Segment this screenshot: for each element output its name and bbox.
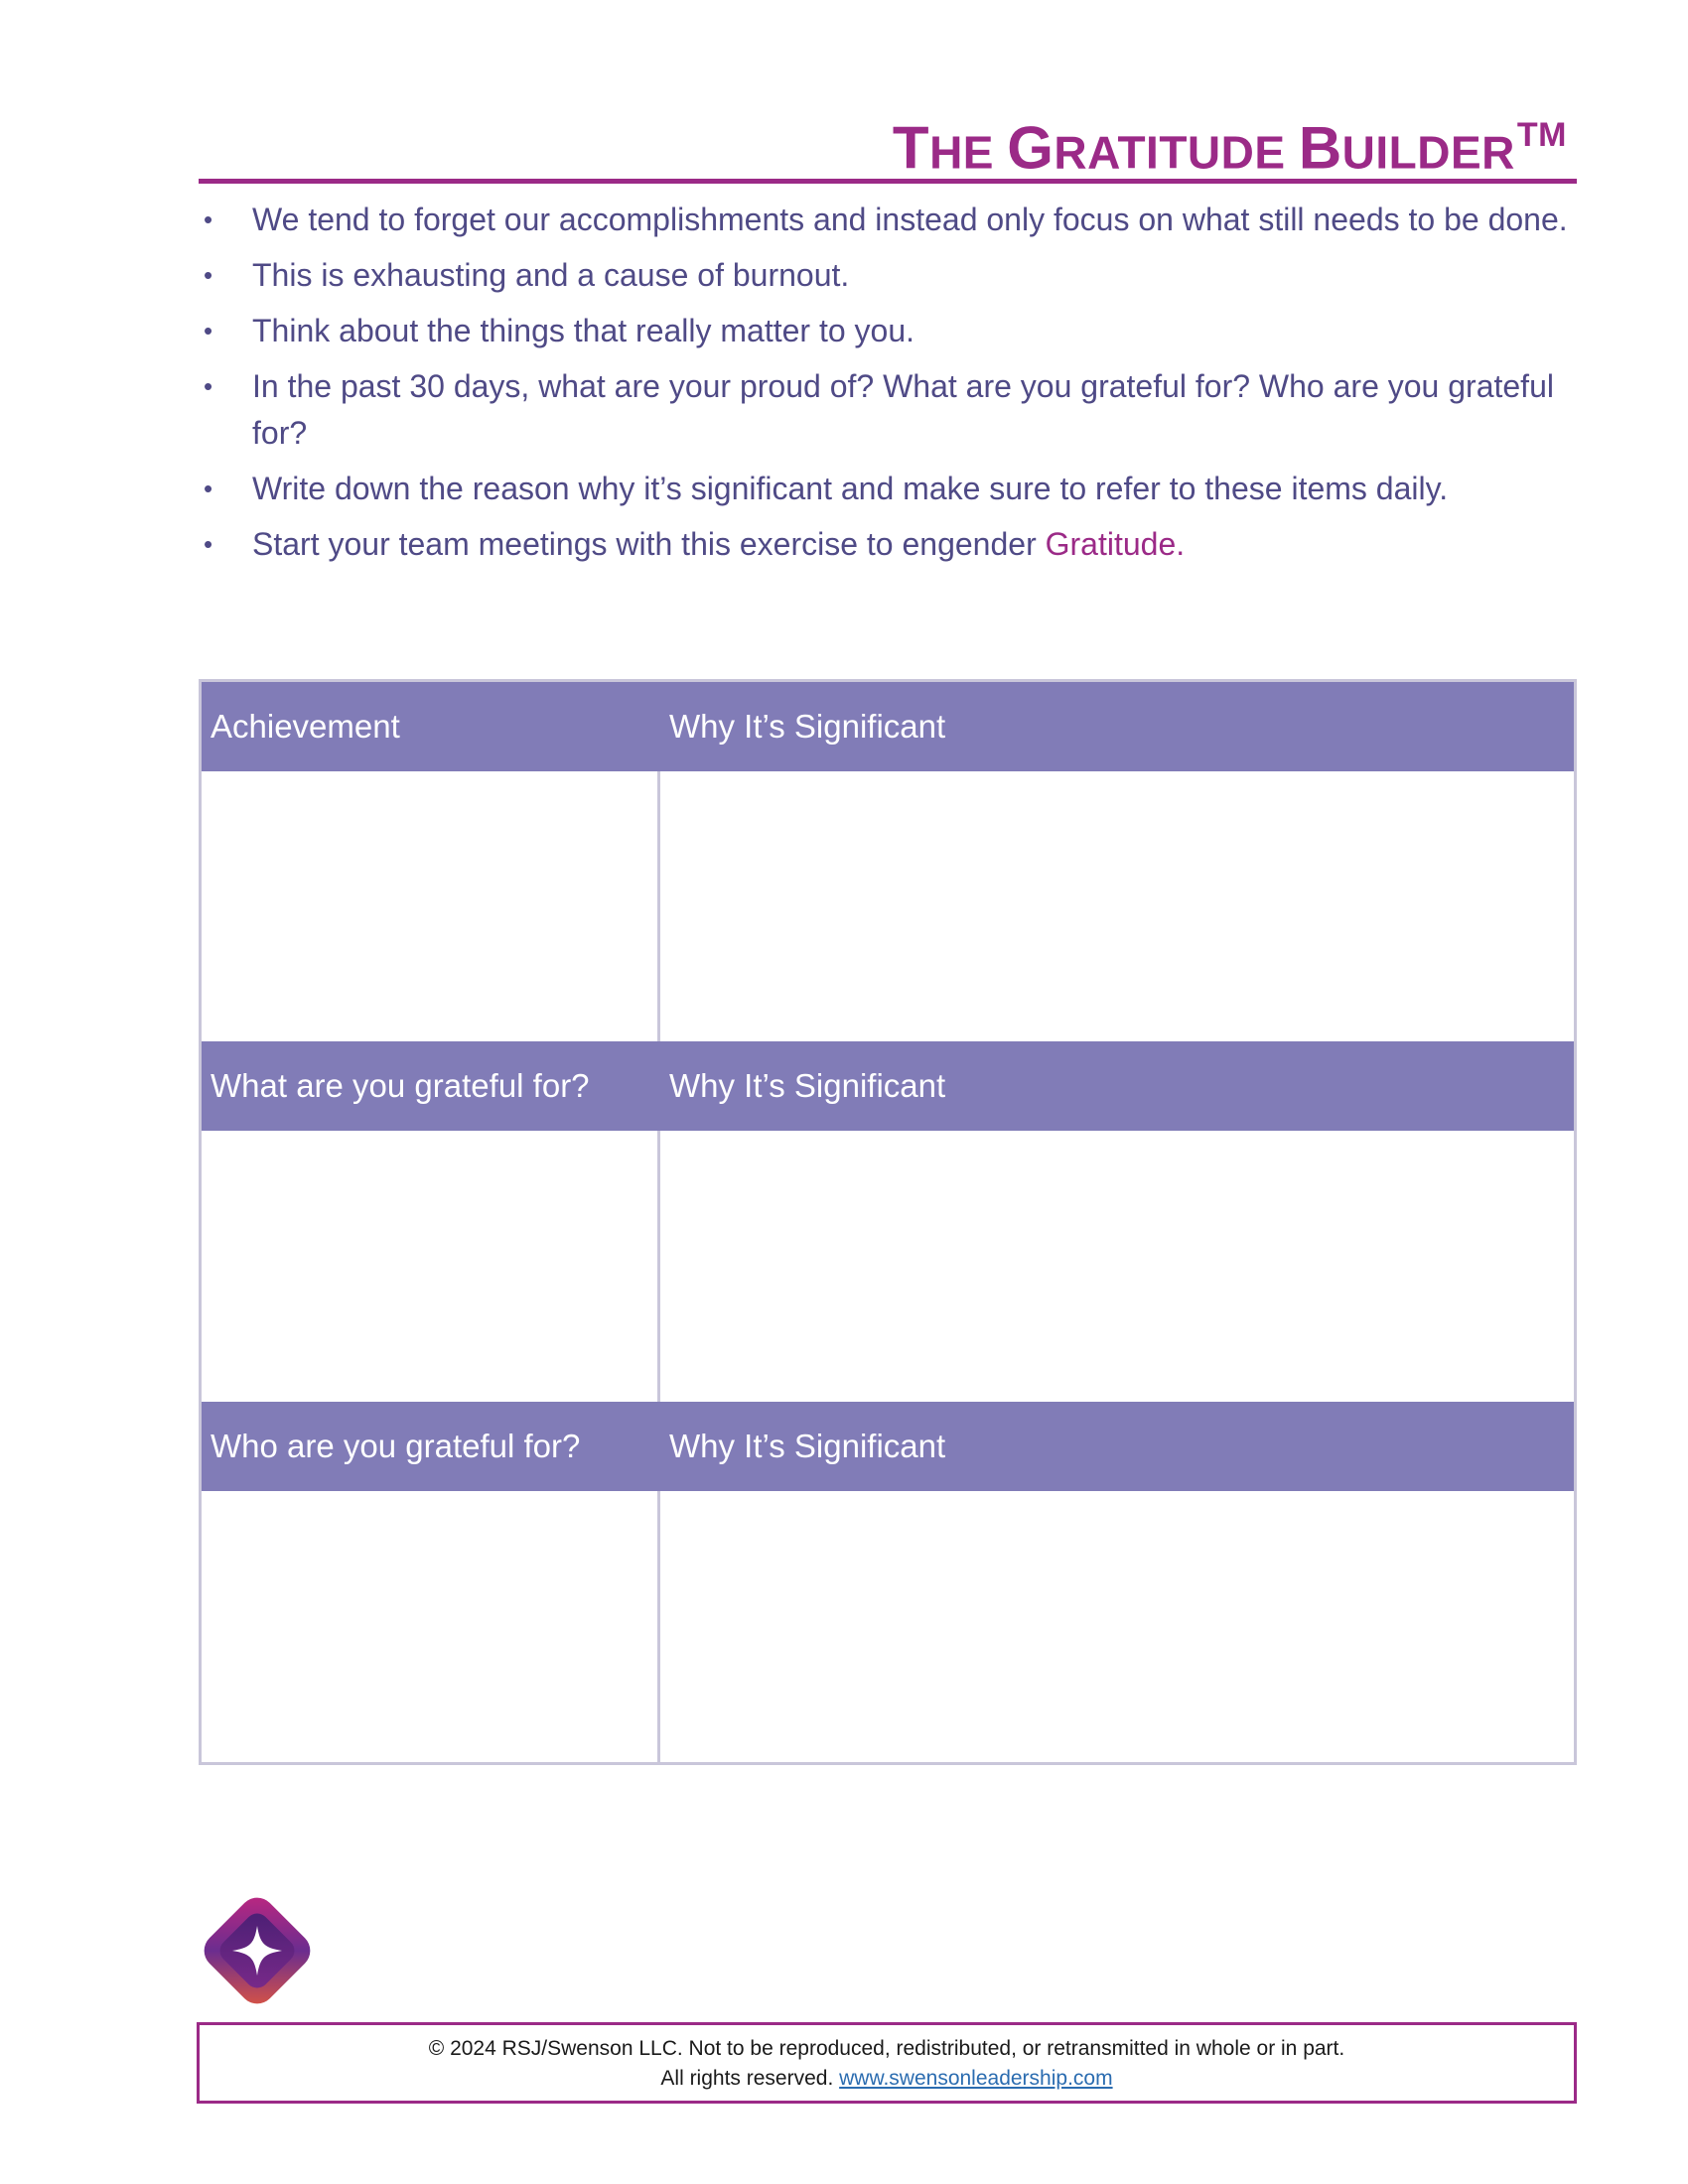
significance-header: Why It’s Significant [669,708,946,745]
list-item [199,466,1579,512]
title-part: B [1298,114,1342,182]
title-part: G [1007,114,1055,182]
rights-line [200,2064,1574,2094]
significance-header: Why It’s Significant [669,1428,946,1464]
achievement-entry-row[interactable] [202,771,1574,1041]
copyright-footer [197,2022,1577,2104]
website-link[interactable]: www.swensonleadership.com [839,2067,1113,2090]
table-header-row [202,1402,1574,1491]
list-item [199,197,1579,243]
copyright-text: © 2024 RSJ/Swenson LLC. Not to be reproduced, redistributed, or retransmitted in whole or in part. [428,2037,1345,2060]
bullet-icon: • [204,205,213,234]
page-title [893,111,1567,182]
bullet-icon: • [204,260,213,290]
grateful-what-header: What are you grateful for? [211,1067,590,1104]
list-item [199,363,1579,457]
trademark: TM [1516,116,1567,154]
bullet-icon: • [204,474,213,503]
gratitude-highlight: Gratitude. [1045,526,1186,562]
title-part: UILDER [1341,126,1515,179]
table-header-row [202,682,1574,771]
list-item-text: This is exhausting and a cause of burnout. [252,257,850,293]
list-item-text: In the past 30 days, what are your proud of? What are you grateful for? Who are you grateful for? [252,368,1554,451]
grateful-who-entry-row[interactable] [202,1491,1574,1762]
bullet-icon: • [204,316,213,345]
title-part: T [892,114,930,182]
list-item-text: Write down the reason why it’s significant and make sure to refer to these items daily. [252,471,1449,506]
title-bar [199,107,1577,184]
significance-header: Why It’s Significant [669,1067,946,1104]
achievement-header: Achievement [211,708,400,745]
list-item-text: We tend to forget our accomplishments and instead only focus on what still needs to be done. [252,202,1568,237]
rights-text: All rights reserved. [660,2067,840,2090]
title-part: HE [929,126,1008,179]
table-header-row [202,1041,1574,1131]
list-item-text: Start your team meetings with this exercise to engender [252,526,1046,562]
list-item [199,521,1579,568]
list-item [199,252,1579,299]
gratitude-worksheet-table [199,679,1577,1765]
instructions-list [199,197,1579,577]
list-item [199,308,1579,354]
title-part: RATITUDE [1054,126,1299,179]
swenson-logo-icon [195,1888,320,2013]
bullet-icon: • [204,371,213,401]
bullet-icon: • [204,529,213,559]
grateful-what-entry-row[interactable] [202,1131,1574,1402]
list-item-text: Think about the things that really matter to you. [252,313,915,348]
grateful-who-header: Who are you grateful for? [211,1428,581,1464]
